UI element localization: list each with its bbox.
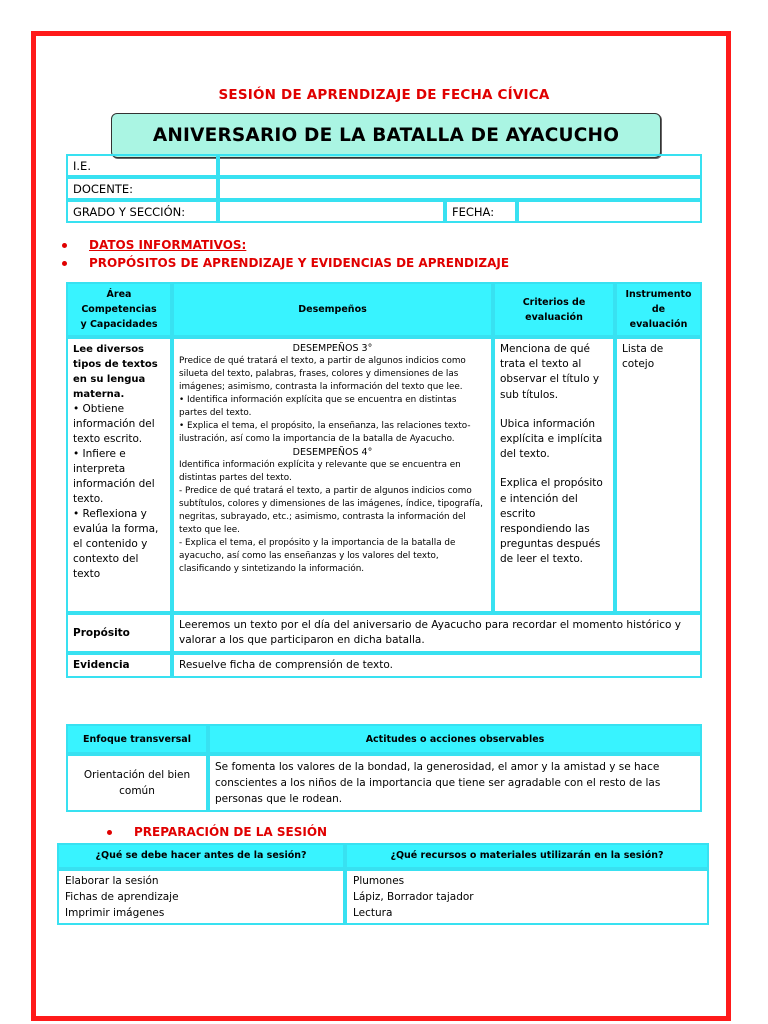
header-enfoque: Enfoque transversal <box>66 724 208 754</box>
desempeno-item: • Explica el tema, el propósito, la enseñanza, las relaciones texto-ilustración, así como la importancia de la batalla de Ayacucho. <box>179 421 471 444</box>
bullet-dot <box>62 243 67 248</box>
capacidad-item: • Infiere e interpreta información del texto. <box>73 448 155 505</box>
header-criterios: Criterios de evaluación <box>493 282 615 337</box>
header-antes: ¿Qué se debe hacer antes de la sesión? <box>57 843 345 869</box>
competencia-title: Lee diversos tipos de textos en su lengua materna. <box>73 344 158 400</box>
enfoque-value: Orientación del bien común <box>66 754 208 812</box>
preparacion-table <box>57 843 709 925</box>
bullet-datos <box>62 238 246 252</box>
bullet-propositos <box>62 256 509 270</box>
criterio-item: Menciona de qué trata el texto al observar el título y sub títulos. <box>500 343 600 401</box>
criterio-item: Explica el propósito e intención del escrito respondiendo las preguntas después de leer el texto. <box>500 477 603 566</box>
header-area: Área <box>106 289 132 300</box>
docente-field[interactable] <box>218 177 702 200</box>
header-recursos: ¿Qué recursos o materiales utilizarán en la sesión? <box>345 843 709 869</box>
evidencia-label <box>66 653 172 678</box>
criterio-item: Ubica información explícita e implícita del texto. <box>500 417 603 461</box>
list-item: Imprimir imágenes <box>65 907 165 919</box>
bullet-propositos-text: PROPÓSITOS DE APRENDIZAJE Y EVIDENCIAS DE APRENDIZAJE <box>89 256 510 270</box>
evidencia-text: Resuelve ficha de comprensión de texto. <box>172 653 702 678</box>
desempenos-cell <box>172 337 493 613</box>
bullet-preparacion-text: PREPARACIÓN DE LA SESIÓN <box>134 825 328 839</box>
desempenos-3-title: DESEMPEÑOS 3° <box>292 343 373 354</box>
bullet-dot <box>62 261 67 266</box>
fecha-label: FECHA: <box>445 200 517 223</box>
grado-label: GRADO Y SECCIÓN: <box>66 200 218 223</box>
actitudes-value: Se fomenta los valores de la bondad, la generosidad, el amor y la amistad y se hace conscientes a los niños de la importancia que tiene ser agradable con el resto de las personas que le rodean. <box>208 754 702 812</box>
session-title: SESIÓN DE APRENDIZAJE DE FECHA CÍVICA <box>218 87 550 103</box>
header-instrumento: Instrumento de evaluación <box>615 282 702 337</box>
desempeno-item: Identifica información explícita y relevante que se encuentra en distintas partes del texto. <box>179 460 461 483</box>
desempenos-4-title: DESEMPEÑOS 4° <box>292 447 373 458</box>
header-actitudes: Actitudes o acciones observables <box>208 724 702 754</box>
desempeno-item: - Predice de qué tratará el texto, a partir de algunos indicios como subtítulos, colores y dimensiones de las imágenes, índice, tipografía, negritas, subrayado, etc.; asimismo, contrasta la información del texto que lee. <box>179 486 483 535</box>
desempeno-item: - Explica el tema, el propósito y la importancia de la batalla de ayacucho, así como las enseñanzas y los valores del texto, clasificando y sintetizando la información. <box>179 538 456 574</box>
criterios-cell <box>493 337 615 613</box>
antes-cell <box>57 869 345 925</box>
list-item: Lápiz, Borrador tajador <box>353 891 474 903</box>
header-desempenos: Desempeños <box>172 282 493 337</box>
info-table <box>66 154 702 223</box>
fecha-field[interactable] <box>517 200 702 223</box>
proposito-label-text: Propósito <box>73 626 130 639</box>
ie-field[interactable] <box>218 154 702 177</box>
competencias-cell <box>66 337 172 613</box>
desempeno-item: • Identifica información explícita que se encuentra en distintas partes del texto. <box>179 395 457 418</box>
header-capacidades: y Capacidades <box>80 319 158 330</box>
ie-label: I.E. <box>66 154 218 177</box>
proposito-label <box>66 613 172 653</box>
bullet-datos-text: DATOS INFORMATIVOS: <box>89 238 247 252</box>
list-item: Fichas de aprendizaje <box>65 891 179 903</box>
bullet-preparacion <box>107 825 327 839</box>
capacidad-item: • Obtiene información del texto escrito. <box>73 403 155 445</box>
evidencia-label-text: Evidencia <box>73 659 130 671</box>
grado-field[interactable] <box>218 200 445 223</box>
list-item: Elaborar la sesión <box>65 875 159 887</box>
proposito-text: Leeremos un texto por el día del aniversario de Ayacucho para recordar el momento histórico y valorar a los que participaron en dicha batalla. <box>172 613 702 653</box>
instrumento-cell: Lista de cotejo <box>615 337 702 613</box>
capacidad-item: • Reflexiona y evalúa la forma, el contenido y contexto del texto <box>73 508 159 580</box>
docente-label: DOCENTE: <box>66 177 218 200</box>
desempeno-item: Predice de qué tratará el texto, a partir de algunos indicios como silueta del texto, palabras, frases, colores y dimensiones de las imágenes; asimismo, contrasta la información del texto que lee. <box>179 356 466 392</box>
main-table <box>66 282 702 678</box>
list-item: Plumones <box>353 875 405 887</box>
header-competencias: Competencias <box>81 304 157 315</box>
list-item: Lectura <box>353 907 393 919</box>
enfoque-table <box>66 724 702 812</box>
banner-title-text: ANIVERSARIO DE LA BATALLA DE AYACUCHO <box>152 125 620 146</box>
banner-title <box>111 113 661 158</box>
header-area-competencias <box>66 282 172 337</box>
recursos-cell <box>345 869 709 925</box>
bullet-dot <box>107 830 112 835</box>
